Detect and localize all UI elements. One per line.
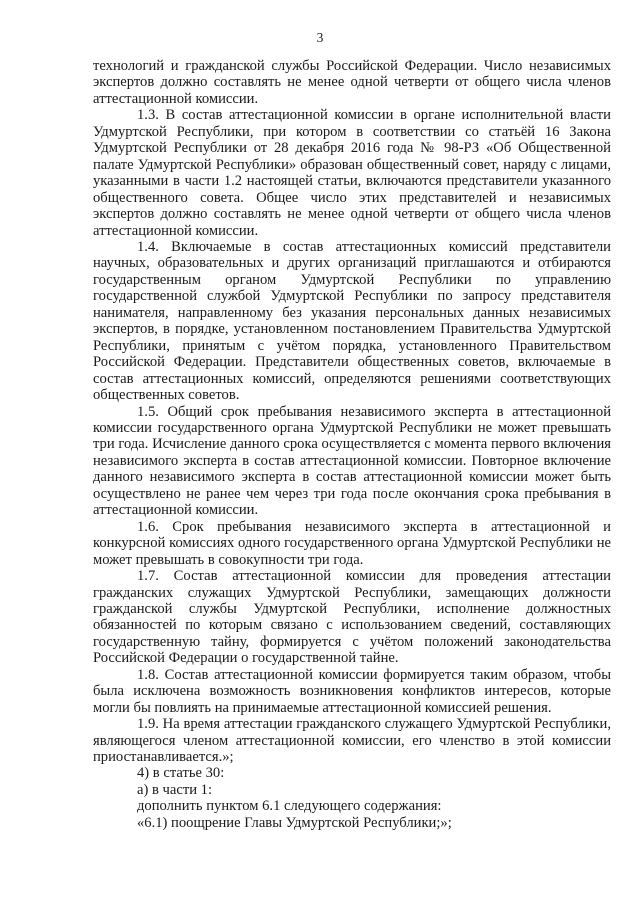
list-line-part-1: а) в части 1: [137, 781, 213, 798]
list-line-item-6-1: «6.1) поощрение Главы Удмуртской Республики;»; [137, 814, 452, 831]
paragraph-1-6: 1.6. Срок пребывания независимого эксперта в аттестационной и конкурсной комиссиях одного государственного органа Удмуртской Республики не может превышать в совокупности три года. [93, 518, 611, 568]
paragraph-1-4: 1.4. Включаемые в состав аттестационных комиссий представители научных, образовательных и других организаций приглашаются и отбираются государственным органом Удмуртской Республики по управлению государственной службой Удмуртской Республики по запросу представителя нанимателя, направленному без указания персональных данных независимых экспертов, в порядке, установленном постановлением Правительства Удмуртской Республики, принятым с учётом порядка, установленного Правительством Российской Федерации. Представители общественных советов, включаемые в состав аттестационных комиссий, определяются решениями соответствующих общественных советов. [93, 238, 611, 404]
paragraph-1-8: 1.8. Состав аттестационной комиссии формируется таким образом, чтобы была исключена возможность возникновения конфликтов интересов, которые могли бы повлиять на принимаемые аттестационной комиссией решения. [93, 666, 611, 716]
list-line-article-30: 4) в статье 30: [137, 765, 225, 782]
page-number: 3 [316, 30, 324, 45]
paragraph-1-7: 1.7. Состав аттестационной комиссии для проведения аттестации гражданских служащих Удмуртской Республики, замещающих должности гражданской службы Удмуртской Республики, исполнение должностных обязанностей по которым связано с использованием сведений, составляющих государственную тайну, формируется с учётом положений законодательства Российской Федерации о государственной тайне. [93, 568, 611, 667]
paragraph-1-3: 1.3. В состав аттестационной комиссии в органе исполнительной власти Удмуртской Республики, при котором в соответствии со статьёй 16 Закона Удмуртской Республики от 28 декабря 2016 года № 98-РЗ «Об Общественной палате Удмуртской Республики» образован общественный совет, наряду с лицами, указанными в части 1.2 настоящей статьи, включаются представители указанного общественного совета. Общее число этих представителей и независимых экспертов должно составлять не менее одной четверти от общего числа членов аттестационной комиссии. [93, 107, 611, 239]
list-line-add-item: дополнить пунктом 6.1 следующего содержания: [137, 798, 442, 815]
paragraph-1-5: 1.5. Общий срок пребывания независимого эксперта в аттестационной комиссии государственного органа Удмуртской Республики не может превышать три года. Исчисление данного срока осуществляется с момента первого включения независимого эксперта в состав аттестационной комиссии. Повторное включение данного независимого эксперта в состав аттестационной комиссии может быть осуществлено не ранее чем через три года после окончания срока пребывания в аттестационной комиссии. [93, 403, 611, 519]
paragraph-1-9: 1.9. На время аттестации гражданского служащего Удмуртской Республики, являющегося членом аттестационной комиссии, его членство в этой комиссии приостанавливается.»; [93, 716, 611, 766]
document-body [93, 58, 611, 831]
paragraph-continuation: технологий и гражданской службы Российской Федерации. Число независимых экспертов должно составлять не менее одной четверти от общего числа членов аттестационной комиссии. [93, 58, 611, 107]
